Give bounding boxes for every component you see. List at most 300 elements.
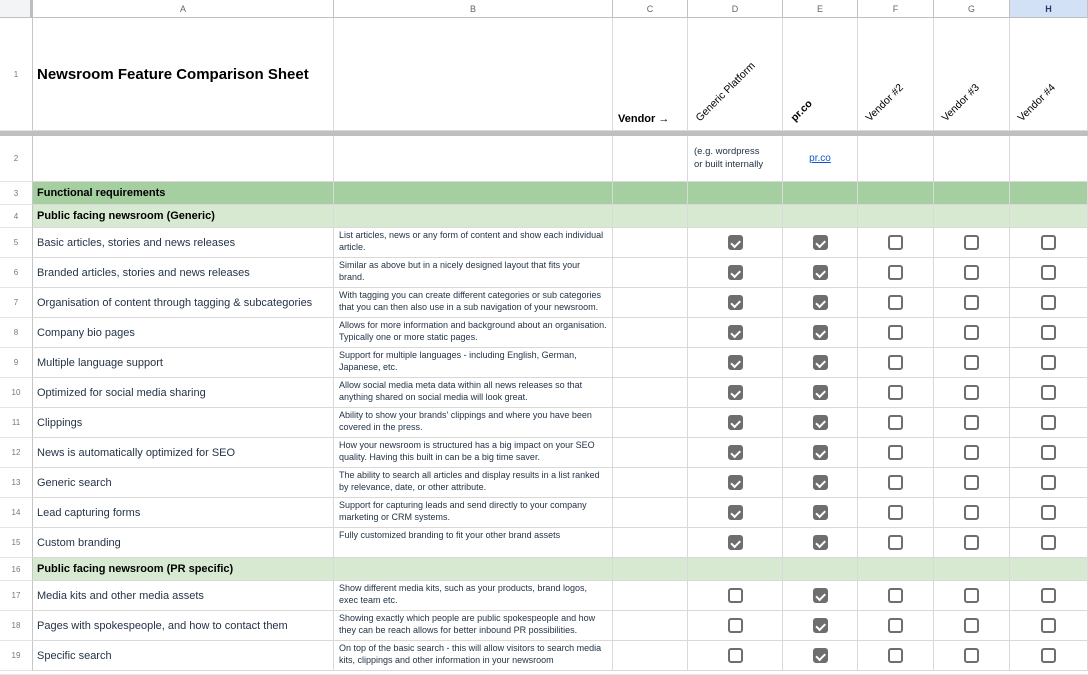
cell-G6[interactable] [934,258,1010,288]
cell-F15[interactable] [858,528,934,558]
checkbox-unchecked-G5[interactable] [964,235,979,250]
checkbox-unchecked-H14[interactable] [1041,505,1056,520]
cell-F16[interactable] [858,558,934,581]
cell-G10[interactable] [934,378,1010,408]
cell-B7[interactable] [334,288,613,318]
cell-E3[interactable] [783,182,858,205]
cell-E12[interactable] [783,438,858,468]
cell-C14[interactable] [613,498,688,528]
cell-F13[interactable] [858,468,934,498]
cell-C4[interactable] [613,205,688,228]
vendor-header-prco: pr.co [788,97,815,124]
cell-H14[interactable] [1010,498,1088,528]
cell-A19[interactable] [33,641,334,671]
checkbox-unchecked-H11[interactable] [1041,415,1056,430]
feature-label: Basic articles, stories and news releases [37,236,236,249]
checkbox-unchecked-G13[interactable] [964,475,979,490]
cell-B3[interactable] [334,182,613,205]
cell-B14[interactable] [334,498,613,528]
checkbox-unchecked-G19[interactable] [964,648,979,663]
checkbox-unchecked-G9[interactable] [964,355,979,370]
feature-label: Custom branding [37,536,121,549]
cell-A9[interactable] [33,348,334,378]
feature-label: Branded articles, stories and news releases [37,266,250,279]
cell-H8[interactable] [1010,318,1088,348]
cell-C17[interactable] [613,581,688,611]
checkbox-checked-E9[interactable] [813,355,828,370]
cell-G1[interactable] [934,18,1010,131]
checkbox-checked-E10[interactable] [813,385,828,400]
cell-B10[interactable] [334,378,613,408]
cell-G17[interactable] [934,581,1010,611]
column-header-E[interactable]: E [783,0,858,18]
cell-D8[interactable] [688,318,783,348]
cell-G2[interactable] [934,136,1010,182]
cell-A18[interactable] [33,611,334,641]
feature-description: On top of the basic search - this will allow visitors to search media kits, clippings and other information in your newsroom [339,643,602,665]
cell-E18[interactable] [783,611,858,641]
cell-B17[interactable] [334,581,613,611]
row-number-4[interactable]: 4 [0,205,33,228]
cell-A15[interactable] [33,528,334,558]
checkbox-checked-D14[interactable] [728,505,743,520]
checkbox-unchecked-H13[interactable] [1041,475,1056,490]
select-all-corner[interactable] [0,0,33,18]
checkbox-unchecked-F10[interactable] [888,385,903,400]
feature-description: Ability to show your brands' clippings and where you have been covered in the press. [339,410,592,432]
column-header-row [0,0,1088,18]
cell-E17[interactable] [783,581,858,611]
cell-E16[interactable] [783,558,858,581]
cell-A8[interactable] [33,318,334,348]
cell-C15[interactable] [613,528,688,558]
checkbox-checked-D5[interactable] [728,235,743,250]
feature-label: Optimized for social media sharing [37,386,206,399]
cell-G19[interactable] [934,641,1010,671]
cell-H17[interactable] [1010,581,1088,611]
cell-G7[interactable] [934,288,1010,318]
cell-B4[interactable] [334,205,613,228]
cell-H16[interactable] [1010,558,1088,581]
cell-G8[interactable] [934,318,1010,348]
checkbox-checked-E19[interactable] [813,648,828,663]
cell-E13[interactable] [783,468,858,498]
feature-label: Organisation of content through tagging & subcategories [37,296,313,309]
subsection-label: Public facing newsroom (Generic) [37,210,215,222]
checkbox-checked-E13[interactable] [813,475,828,490]
cell-G3[interactable] [934,182,1010,205]
checkbox-unchecked-F7[interactable] [888,295,903,310]
cell-B2[interactable] [334,136,613,182]
cell-H5[interactable] [1010,228,1088,258]
checkbox-checked-E5[interactable] [813,235,828,250]
cell-G14[interactable] [934,498,1010,528]
cell-C19[interactable] [613,641,688,671]
row-number-14[interactable]: 14 [0,498,33,528]
checkbox-unchecked-F17[interactable] [888,588,903,603]
cell-E6[interactable] [783,258,858,288]
cell-C6[interactable] [613,258,688,288]
feature-row [0,528,1088,558]
checkbox-unchecked-H18[interactable] [1041,618,1056,633]
cell-E5[interactable] [783,228,858,258]
cell-C1[interactable] [613,18,688,131]
checkbox-unchecked-H12[interactable] [1041,445,1056,460]
cell-E19[interactable] [783,641,858,671]
cell-C9[interactable] [613,348,688,378]
feature-row [0,611,1088,641]
feature-label: Specific search [37,649,112,662]
cell-E8[interactable] [783,318,858,348]
feature-description: With tagging you can create different categories or sub categories that you can then also use in a sub navigation of your newsroom. [339,290,601,312]
cell-C12[interactable] [613,438,688,468]
checkbox-unchecked-F14[interactable] [888,505,903,520]
checkbox-unchecked-H15[interactable] [1041,535,1056,550]
cell-C3[interactable] [613,182,688,205]
checkbox-unchecked-H9[interactable] [1041,355,1056,370]
checkbox-checked-D15[interactable] [728,535,743,550]
checkbox-unchecked-G15[interactable] [964,535,979,550]
data-rows [0,182,1088,671]
checkbox-checked-D6[interactable] [728,265,743,280]
cell-A14[interactable] [33,498,334,528]
cell-G4[interactable] [934,205,1010,228]
cell-D1[interactable] [688,18,783,131]
cell-D3[interactable] [688,182,783,205]
cell-E4[interactable] [783,205,858,228]
feature-row [0,378,1088,408]
checkbox-unchecked-G14[interactable] [964,505,979,520]
cell-D19[interactable] [688,641,783,671]
subsection-row [0,205,1088,228]
cell-E2[interactable] [783,136,858,182]
checkbox-checked-E12[interactable] [813,445,828,460]
feature-label: Generic search [37,476,112,489]
cell-F5[interactable] [858,228,934,258]
checkbox-unchecked-H17[interactable] [1041,588,1056,603]
cell-C8[interactable] [613,318,688,348]
checkbox-unchecked-D17[interactable] [728,588,743,603]
cell-A11[interactable] [33,408,334,438]
cell-H2[interactable] [1010,136,1088,182]
cell-C5[interactable] [613,228,688,258]
cell-G15[interactable] [934,528,1010,558]
checkbox-checked-D11[interactable] [728,415,743,430]
checkbox-checked-D12[interactable] [728,445,743,460]
cell-G5[interactable] [934,228,1010,258]
cell-H11[interactable] [1010,408,1088,438]
vendor-note-row [0,136,1088,182]
cell-F3[interactable] [858,182,934,205]
checkbox-unchecked-H8[interactable] [1041,325,1056,340]
cell-F19[interactable] [858,641,934,671]
cell-C11[interactable] [613,408,688,438]
checkbox-unchecked-G17[interactable] [964,588,979,603]
cell-A7[interactable] [33,288,334,318]
cell-A4[interactable] [33,205,334,228]
cell-H10[interactable] [1010,378,1088,408]
cell-F1[interactable] [858,18,934,131]
checkbox-unchecked-G6[interactable] [964,265,979,280]
cell-E1[interactable] [783,18,858,131]
checkbox-unchecked-F15[interactable] [888,535,903,550]
cell-B1[interactable] [334,18,613,131]
cell-C18[interactable] [613,611,688,641]
cell-A1[interactable] [33,18,334,131]
cell-E10[interactable] [783,378,858,408]
cell-G11[interactable] [934,408,1010,438]
checkbox-checked-D7[interactable] [728,295,743,310]
checkbox-checked-E7[interactable] [813,295,828,310]
column-header-G[interactable]: G [934,0,1010,18]
cell-A2[interactable] [33,136,334,182]
checkbox-checked-E18[interactable] [813,618,828,633]
cell-G9[interactable] [934,348,1010,378]
feature-description: Similar as above but in a nicely designed layout that fits your brand. [339,260,581,282]
feature-row [0,318,1088,348]
cell-F9[interactable] [858,348,934,378]
cell-F11[interactable] [858,408,934,438]
cell-B18[interactable] [334,611,613,641]
row-number-16[interactable]: 16 [0,558,33,581]
cell-H12[interactable] [1010,438,1088,468]
cell-H19[interactable] [1010,641,1088,671]
sheet-title: Newsroom Feature Comparison Sheet [37,65,309,83]
checkbox-unchecked-F11[interactable] [888,415,903,430]
cell-E7[interactable] [783,288,858,318]
cell-D2[interactable] [688,136,783,182]
checkbox-unchecked-F8[interactable] [888,325,903,340]
checkbox-unchecked-H19[interactable] [1041,648,1056,663]
cell-A16[interactable] [33,558,334,581]
checkbox-unchecked-D19[interactable] [728,648,743,663]
cell-F2[interactable] [858,136,934,182]
checkbox-checked-E17[interactable] [813,588,828,603]
cell-A12[interactable] [33,438,334,468]
cell-D11[interactable] [688,408,783,438]
cell-D14[interactable] [688,498,783,528]
cell-E9[interactable] [783,348,858,378]
cell-F12[interactable] [858,438,934,468]
feature-label: Pages with spokespeople, and how to contact them [37,619,288,632]
cell-D9[interactable] [688,348,783,378]
cell-D15[interactable] [688,528,783,558]
cell-A5[interactable] [33,228,334,258]
cell-F6[interactable] [858,258,934,288]
cell-A17[interactable] [33,581,334,611]
feature-description: Showing exactly which people are public spokespeople and how they can be reach allows for better inbound PR possibilities. [339,613,596,635]
cell-B11[interactable] [334,408,613,438]
feature-label: Lead capturing forms [37,506,141,519]
cell-H6[interactable] [1010,258,1088,288]
cell-G16[interactable] [934,558,1010,581]
cell-H15[interactable] [1010,528,1088,558]
generic-platform-note [688,136,782,181]
feature-description: How your newsroom is structured has a big impact on your SEO quality. Having this built in can be a big time saver. [339,440,595,462]
checkbox-unchecked-F19[interactable] [888,648,903,663]
row-number-13[interactable]: 13 [0,468,33,498]
feature-description: Allow social media meta data within all news releases so that anything shared on social media will look great. [339,380,583,402]
cell-H3[interactable] [1010,182,1088,205]
cell-B13[interactable] [334,468,613,498]
cell-C16[interactable] [613,558,688,581]
checkbox-unchecked-H7[interactable] [1041,295,1056,310]
cell-B8[interactable] [334,318,613,348]
checkbox-unchecked-G11[interactable] [964,415,979,430]
cell-D12[interactable] [688,438,783,468]
cell-D17[interactable] [688,581,783,611]
row-number-6[interactable]: 6 [0,258,33,288]
vendor-header-vendor4: Vendor #4 [1015,81,1058,124]
cell-D7[interactable] [688,288,783,318]
checkbox-checked-E15[interactable] [813,535,828,550]
checkbox-unchecked-G12[interactable] [964,445,979,460]
row-number-17[interactable]: 17 [0,581,33,611]
cell-H13[interactable] [1010,468,1088,498]
cell-A3[interactable] [33,182,334,205]
cell-B15[interactable] [334,528,613,558]
row-number-11[interactable]: 11 [0,408,33,438]
checkbox-unchecked-F18[interactable] [888,618,903,633]
column-header-F[interactable]: F [858,0,934,18]
cell-C7[interactable] [613,288,688,318]
cell-D18[interactable] [688,611,783,641]
row-number-9[interactable]: 9 [0,348,33,378]
cell-A6[interactable] [33,258,334,288]
checkbox-unchecked-F6[interactable] [888,265,903,280]
cell-H9[interactable] [1010,348,1088,378]
cell-B16[interactable] [334,558,613,581]
checkbox-unchecked-H6[interactable] [1041,265,1056,280]
cell-E14[interactable] [783,498,858,528]
row-number-7[interactable]: 7 [0,288,33,318]
checkbox-checked-D13[interactable] [728,475,743,490]
column-header-C[interactable]: C [613,0,688,18]
checkbox-unchecked-G10[interactable] [964,385,979,400]
cell-H4[interactable] [1010,205,1088,228]
row-number-18[interactable]: 18 [0,611,33,641]
feature-row [0,641,1088,671]
feature-label: Multiple language support [37,356,163,369]
cell-D4[interactable] [688,205,783,228]
column-header-D[interactable]: D [688,0,783,18]
feature-row [0,468,1088,498]
title-row [0,18,1088,131]
cell-E11[interactable] [783,408,858,438]
feature-description: Support for multiple languages - including English, German, Japanese, etc. [339,350,577,372]
cell-H18[interactable] [1010,611,1088,641]
checkbox-checked-D9[interactable] [728,355,743,370]
feature-description: The ability to search all articles and display results in a list ranked by relevance, date, or other attribute. [339,470,600,492]
cell-E15[interactable] [783,528,858,558]
checkbox-checked-D10[interactable] [728,385,743,400]
cell-F10[interactable] [858,378,934,408]
checkbox-unchecked-H10[interactable] [1041,385,1056,400]
checkbox-checked-E8[interactable] [813,325,828,340]
cell-A10[interactable] [33,378,334,408]
feature-row [0,498,1088,528]
row-number-19[interactable]: 19 [0,641,33,671]
column-header-A[interactable]: A [33,0,334,18]
cell-G12[interactable] [934,438,1010,468]
prco-link[interactable]: pr.co [809,153,831,164]
cell-F7[interactable] [858,288,934,318]
feature-row [0,228,1088,258]
cell-F14[interactable] [858,498,934,528]
checkbox-checked-E11[interactable] [813,415,828,430]
row-number-3[interactable]: 3 [0,182,33,205]
row-number-15[interactable]: 15 [0,528,33,558]
cell-F17[interactable] [858,581,934,611]
cell-C10[interactable] [613,378,688,408]
row-number-12[interactable]: 12 [0,438,33,468]
row-number-10[interactable]: 10 [0,378,33,408]
cell-F8[interactable] [858,318,934,348]
cell-A13[interactable] [33,468,334,498]
cell-F4[interactable] [858,205,934,228]
checkbox-unchecked-D18[interactable] [728,618,743,633]
cell-H1[interactable] [1010,18,1088,131]
row-number-8[interactable]: 8 [0,318,33,348]
cell-D5[interactable] [688,228,783,258]
cell-F18[interactable] [858,611,934,641]
feature-description: Support for capturing leads and send directly to your company marketing or CRM systems. [339,500,587,522]
feature-label: News is automatically optimized for SEO [37,446,236,459]
checkbox-unchecked-G18[interactable] [964,618,979,633]
generic-platform-note-line1: (e.g. wordpress [694,145,760,157]
feature-description: Show different media kits, such as your products, brand logos, exec team etc. [339,583,587,605]
checkbox-unchecked-F9[interactable] [888,355,903,370]
checkbox-unchecked-F12[interactable] [888,445,903,460]
subsection-label: Public facing newsroom (PR specific) [37,563,234,575]
cell-D6[interactable] [688,258,783,288]
checkbox-unchecked-G7[interactable] [964,295,979,310]
vendor-header-generic-platform: Generic Platform [693,59,758,124]
cell-D16[interactable] [688,558,783,581]
cell-B12[interactable] [334,438,613,468]
checkbox-unchecked-F5[interactable] [888,235,903,250]
cell-C2[interactable] [613,136,688,182]
row-number-2[interactable]: 2 [0,136,33,182]
checkbox-unchecked-F13[interactable] [888,475,903,490]
feature-row [0,258,1088,288]
cell-D10[interactable] [688,378,783,408]
column-header-B[interactable]: B [334,0,613,18]
feature-row [0,348,1088,378]
cell-C13[interactable] [613,468,688,498]
subsection-row [0,558,1088,581]
cell-G13[interactable] [934,468,1010,498]
section-label: Functional requirements [37,187,166,199]
cell-B9[interactable] [334,348,613,378]
cell-G18[interactable] [934,611,1010,641]
checkbox-checked-D8[interactable] [728,325,743,340]
cell-B5[interactable] [334,228,613,258]
cell-H7[interactable] [1010,288,1088,318]
row-number-5[interactable]: 5 [0,228,33,258]
cell-B19[interactable] [334,641,613,671]
row-number-1[interactable]: 1 [0,18,33,131]
checkbox-unchecked-H5[interactable] [1041,235,1056,250]
feature-row [0,408,1088,438]
checkbox-checked-E14[interactable] [813,505,828,520]
checkbox-unchecked-G8[interactable] [964,325,979,340]
checkbox-checked-E6[interactable] [813,265,828,280]
column-header-H[interactable]: H [1010,0,1088,18]
cell-B6[interactable] [334,258,613,288]
feature-description: Fully customized branding to fit your other brand assets [339,530,561,540]
cell-D13[interactable] [688,468,783,498]
